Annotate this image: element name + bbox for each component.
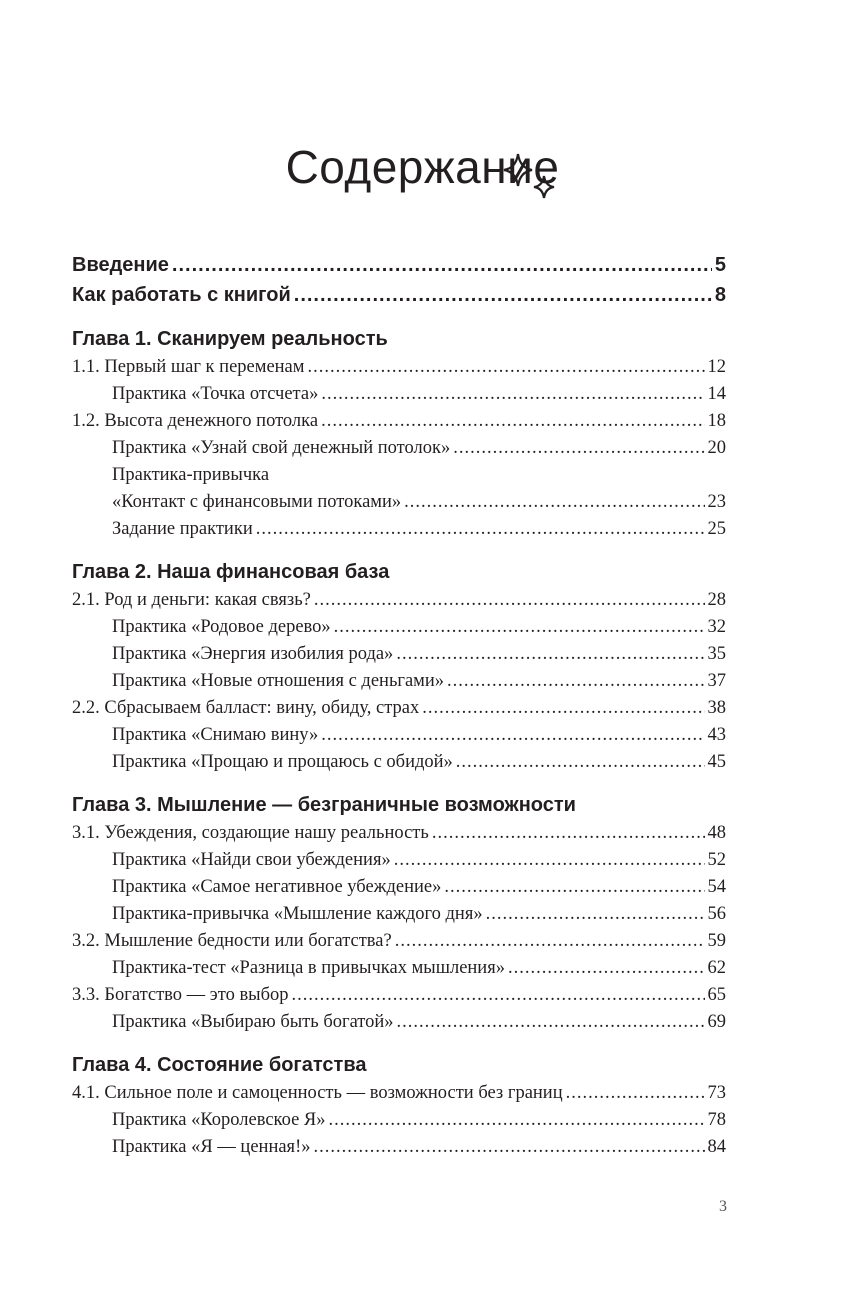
toc-entry-label: 2.2. Сбрасываем балласт: вину, обиду, страх — [72, 698, 420, 718]
dot-leader — [321, 408, 704, 435]
toc-entry-label: Практика «Выбираю быть богатой» — [112, 1012, 394, 1032]
toc-entry-page: 20 — [707, 438, 726, 458]
toc-entry[interactable] — [72, 1080, 726, 1107]
dot-leader — [172, 250, 712, 280]
toc-entry[interactable] — [72, 901, 726, 928]
chapter-title: Глава 1. Сканируем реальность — [72, 328, 388, 350]
toc-entry-label: 3.2. Мышление бедности или богатства? — [72, 931, 392, 951]
dot-leader — [256, 516, 705, 543]
toc-entry-page: 69 — [707, 1012, 726, 1032]
toc-entry[interactable] — [72, 695, 726, 722]
dot-leader — [321, 722, 704, 749]
dot-leader — [321, 381, 704, 408]
toc-entry[interactable] — [72, 874, 726, 901]
dot-leader — [404, 489, 704, 516]
toc-item-label: Как работать с книгой — [72, 284, 291, 306]
toc-entry-label: Практика «Новые отношения с деньгами» — [112, 671, 445, 691]
toc-entry-label: 3.3. Богатство — это выбор — [72, 985, 289, 1005]
page-title: Содержание — [285, 141, 560, 193]
toc-entry-page: 56 — [707, 904, 726, 924]
chapter-title: Глава 2. Наша финансовая база — [72, 561, 390, 583]
dot-leader — [397, 1009, 705, 1036]
toc-entry-label: «Контакт с финансовыми потоками» — [112, 492, 402, 512]
dot-leader — [307, 354, 704, 381]
dot-leader — [453, 435, 704, 462]
chapter-heading[interactable] — [72, 324, 726, 354]
toc-entry-label: Практика «Снимаю вину» — [112, 725, 319, 745]
toc-entry-page: 59 — [707, 931, 726, 951]
toc-intro-item[interactable] — [72, 280, 726, 310]
toc-entry[interactable] — [72, 982, 726, 1009]
toc-item-label: Введение — [72, 254, 169, 276]
toc-entry-page: 23 — [707, 492, 726, 512]
dot-leader — [313, 1134, 704, 1161]
dot-leader — [432, 820, 705, 847]
dot-leader — [329, 1107, 705, 1134]
dot-leader — [292, 982, 705, 1009]
chapter-heading[interactable] — [72, 790, 726, 820]
table-of-contents — [72, 250, 726, 1161]
toc-entry-label: 3.1. Убеждения, создающие нашу реальность — [72, 823, 429, 843]
dot-leader — [444, 874, 704, 901]
toc-entry-page: 65 — [707, 985, 726, 1005]
toc-item-page: 8 — [714, 284, 726, 306]
dot-leader — [334, 614, 705, 641]
toc-entry-page: 38 — [707, 698, 726, 718]
toc-entry-page: 73 — [707, 1083, 726, 1103]
toc-entry[interactable] — [72, 435, 726, 462]
toc-entry[interactable] — [72, 381, 726, 408]
toc-entry-label: Практика «Самое негативное убеждение» — [112, 877, 442, 897]
toc-entry-page: 43 — [707, 725, 726, 745]
toc-entry-label: Практика «Я — ценная!» — [112, 1137, 311, 1157]
toc-entry-label: Практика «Родовое дерево» — [112, 617, 331, 637]
toc-entry[interactable] — [72, 587, 726, 614]
sparkle-icon — [500, 150, 570, 210]
toc-entry[interactable] — [72, 847, 726, 874]
chapter-title: Глава 4. Состояние богатства — [72, 1054, 367, 1076]
toc-entry-label: Задание практики — [112, 519, 253, 539]
toc-entry-label: Практика «Королевское Я» — [112, 1110, 326, 1130]
toc-entry[interactable] — [72, 1134, 726, 1161]
dot-leader — [447, 668, 704, 695]
title-container — [0, 140, 845, 194]
toc-entry-label: Практика-тест «Разница в привычках мышления» — [112, 958, 505, 978]
toc-entry-page: 45 — [707, 752, 726, 772]
dot-leader — [294, 280, 712, 310]
toc-entry-page: 78 — [707, 1110, 726, 1130]
toc-entry[interactable] — [72, 1107, 726, 1134]
dot-leader — [396, 641, 704, 668]
toc-entry-page: 14 — [707, 384, 726, 404]
toc-entry-page: 32 — [707, 617, 726, 637]
toc-entry-label: 1.2. Высота денежного потолка — [72, 411, 319, 431]
toc-entry-page: 35 — [707, 644, 726, 664]
toc-entry-label: Практика «Найди свои убеждения» — [112, 850, 391, 870]
toc-entry-page: 28 — [707, 590, 726, 610]
toc-entry-label: 4.1. Сильное поле и самоценность — возможности без границ — [72, 1083, 563, 1103]
toc-entry-page: 48 — [707, 823, 726, 843]
toc-entry[interactable] — [72, 408, 726, 435]
toc-entry-page: 54 — [707, 877, 726, 897]
dot-leader — [314, 587, 705, 614]
toc-entry-label: Практика «Энергия изобилия рода» — [112, 644, 394, 664]
page-number: 3 — [719, 1198, 727, 1215]
dot-leader — [486, 901, 705, 928]
toc-entry-page: 18 — [707, 411, 726, 431]
toc-entry-page: 37 — [707, 671, 726, 691]
chapter-heading[interactable] — [72, 557, 726, 587]
toc-entry-page: 84 — [707, 1137, 726, 1157]
toc-entry[interactable] — [72, 1009, 726, 1036]
toc-entry[interactable] — [72, 489, 726, 516]
toc-entry[interactable] — [72, 722, 726, 749]
toc-entry-label: Практика «Точка отсчета» — [112, 384, 319, 404]
toc-entry-label: Практика-привычка «Мышление каждого дня» — [112, 904, 483, 924]
dot-leader — [422, 695, 704, 722]
toc-item-page: 5 — [714, 254, 726, 276]
toc-entry[interactable] — [72, 354, 726, 381]
toc-entry-label: Практика-привычка — [112, 465, 270, 485]
toc-entry[interactable] — [72, 641, 726, 668]
dot-leader — [394, 847, 705, 874]
toc-entry-label: 2.1. Род и деньги: какая связь? — [72, 590, 311, 610]
chapter-title: Глава 3. Мышление — безграничные возможности — [72, 794, 576, 816]
toc-intro-item[interactable] — [72, 250, 726, 280]
dot-leader — [508, 955, 705, 982]
toc-entry[interactable] — [72, 749, 726, 776]
toc-entry-page: 62 — [707, 958, 726, 978]
dot-leader — [395, 928, 705, 955]
toc-entry-label: 1.1. Первый шаг к переменам — [72, 357, 305, 377]
toc-entry-label: Практика «Узнай свой денежный потолок» — [112, 438, 451, 458]
toc-entry[interactable] — [72, 928, 726, 955]
toc-entry[interactable] — [72, 820, 726, 847]
toc-entry[interactable] — [72, 955, 726, 982]
dot-leader — [456, 749, 705, 776]
toc-entry[interactable] — [72, 614, 726, 641]
toc-entry[interactable] — [72, 668, 726, 695]
toc-entry[interactable] — [72, 462, 726, 489]
toc-entry-page: 12 — [707, 357, 726, 377]
toc-entry-page: 25 — [707, 519, 726, 539]
toc-entry-label: Практика «Прощаю и прощаюсь с обидой» — [112, 752, 453, 772]
toc-entry[interactable] — [72, 516, 726, 543]
toc-entry-page: 52 — [707, 850, 726, 870]
chapter-list — [72, 324, 726, 1161]
dot-leader — [566, 1080, 705, 1107]
chapter-heading[interactable] — [72, 1050, 726, 1080]
